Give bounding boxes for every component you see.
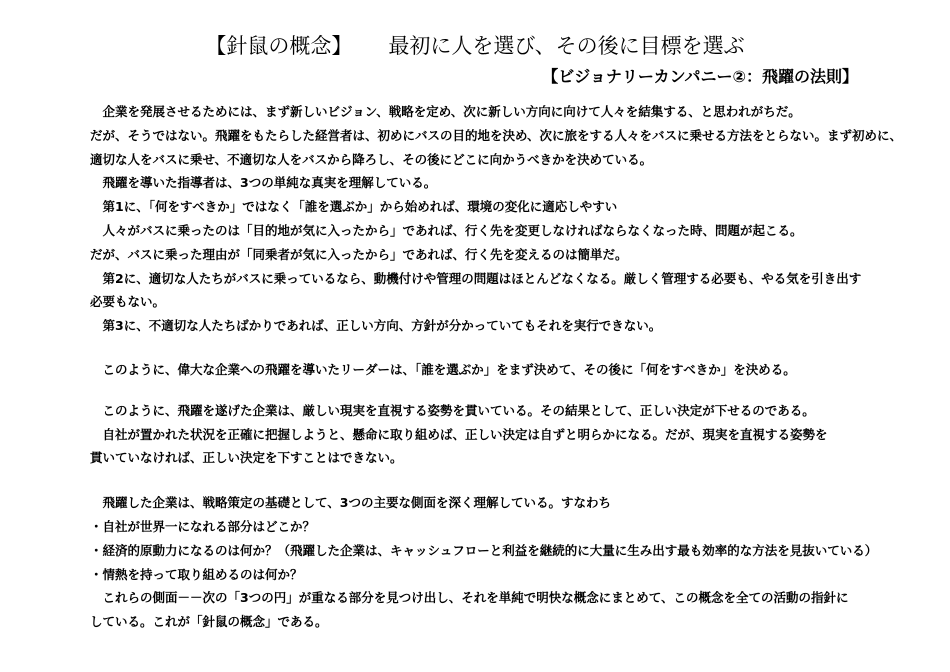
text-line: 貫いていなければ、正しい決定を下すことはできない。	[90, 450, 403, 466]
text-line: 飛躍を導いた指導者は、3つの単純な真実を理解している。	[90, 175, 437, 191]
bullet-item: ・自社が世界一になれる部分はどこか？	[90, 518, 316, 534]
bullet-item: ・経済的原動力になるのは何か？（飛躍した企業は、キャッシュフローと利益を継続的に大量に生み出す最も効率的な方法を見抜いている）	[90, 542, 878, 558]
text-line: 第3に、不適切な人たちばかりであれば、正しい方向、方針が分かっていてもそれを実行できない。	[90, 318, 662, 334]
document-body	[90, 100, 930, 634]
text-line: だが、そうではない。飛躍をもたらした経営者は、初めにバスの目的地を決め、次に旅をする人々をバスに乗せる方法をとらない。まず初めに、	[90, 127, 903, 143]
page-title	[0, 30, 950, 60]
text-line: 第1に、「何をすべきか」ではなく「誰を選ぶか」から始めれば、環境の変化に適応しやすい	[90, 199, 618, 215]
text-line: これらの側面－－次の「3つの円」が重なる部分を見つけ出し、それを単純で明快な概念にまとめて、この概念を全ての活動の指針に	[90, 590, 849, 606]
text-line: 第2に、適切な人たちがバスに乗っているなら、動機付けや管理の問題はほとんどなくなる。厳しく管理する必要も、やる気を引き出す	[90, 270, 862, 286]
paragraph-three-circles	[90, 491, 930, 634]
text-line: している。これが「針鼠の概念」である。	[90, 614, 328, 630]
source-subtitle: 【ビジョナリーカンパニー②：飛躍の法則】	[542, 67, 858, 86]
title-principle: 最初に人を選び、その後に目標を選ぶ	[388, 34, 745, 58]
paragraph-who-first	[90, 100, 930, 338]
text-line: 企業を発展させるためには、まず新しいビジョン、戦略を定め、次に新しい方向に向けて人々を結集する、と思われがちだ。	[90, 104, 801, 119]
text-line: 人々がバスに乗ったのは「目的地が気に入ったから」であれば、行く先を変更しなければならなくなった時、問題が起こる。	[90, 222, 803, 238]
text-line: 自社が置かれた状況を正確に把握しようと、懸命に取り組めば、正しい決定は自ずと明らかになる。だが、現実を直視する姿勢を	[90, 426, 828, 442]
title-concept: 【針鼠の概念】	[205, 34, 353, 58]
text-line: このように、飛躍を遂げた企業は、厳しい現実を直視する姿勢を貫いている。その結果として、正しい決定が下せるのである。	[90, 402, 815, 418]
text-line: 適切な人をバスに乗せ、不適切な人をバスから降ろし、その後にどこに向かうべきかを決めている。	[90, 151, 653, 167]
text-line: 必要もない。	[90, 294, 166, 310]
paragraph-face-reality	[90, 399, 930, 470]
text-line: だが、バスに乗った理由が「同乗者が気に入ったから」であれば、行く先を変えるのは簡単だ。	[90, 246, 628, 262]
text-line: 飛躍した企業は、戦略策定の基礎として、3つの主要な側面を深く理解している。すなわち	[90, 495, 611, 511]
bullet-item: ・情熱を持って取り組めるのは何か？	[90, 566, 303, 582]
text-line: このように、偉大な企業への飛躍を導いたリーダーは、「誰を選ぶか」をまず決めて、その後に「何をすべきか」を決める。	[90, 361, 796, 377]
paragraph-gap	[90, 470, 930, 491]
paragraph-gap	[90, 382, 930, 399]
paragraph-gap	[90, 338, 930, 358]
paragraph-leader-summary	[90, 358, 930, 382]
